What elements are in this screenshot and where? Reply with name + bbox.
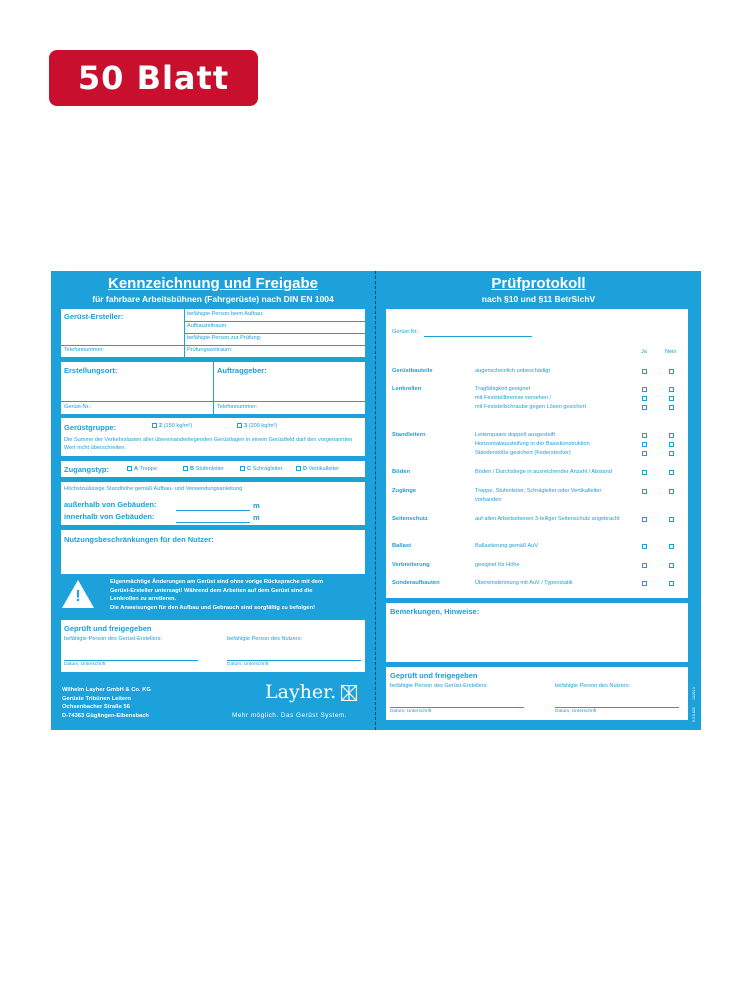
nutzung-label: Nutzungsbeschränkungen für den Nutzer: — [64, 535, 214, 544]
auftraggeber-label: Auftraggeber: — [217, 366, 267, 375]
checkbox[interactable] — [183, 466, 188, 471]
company-address: Wilhelm Layher GmbH & Co. KG Gerüste Tribünen Leitern Ochsenbacher Straße 56 D-74363 Güglingen-Eibensbach — [62, 687, 151, 719]
pruef-row-item: mit Feststellschraube gegen Lösen gesichert — [475, 404, 587, 410]
pruef-row-item: geeignet für Höhe — [475, 562, 520, 568]
unit-m: m — [253, 513, 260, 522]
layher-logo: Layher. — [265, 681, 337, 703]
geruestgruppe-label: Gerüstgruppe: — [64, 423, 117, 432]
checkbox[interactable] — [296, 466, 301, 471]
freigabe-person1-left: befähigte Person des Gerüst-Erstellers: — [64, 636, 162, 642]
ja-checkbox[interactable] — [642, 581, 647, 586]
pruef-row-item: Übereinstimmung mit AuV / Typenstatik — [475, 580, 573, 586]
pruef-row-label: Seitenschutz — [392, 516, 428, 522]
erstellungsort-label: Erstellungsort: — [64, 366, 118, 375]
signature-line[interactable] — [64, 660, 198, 661]
nein-checkbox[interactable] — [669, 451, 674, 456]
datum-label: Datum, Unterschrift — [227, 662, 269, 667]
freigabe-title-left: Geprüft und freigegeben — [64, 624, 152, 633]
nein-checkbox[interactable] — [669, 544, 674, 549]
right-title: Prüfprotokoll — [491, 275, 586, 292]
ja-checkbox[interactable] — [642, 405, 647, 410]
telefon-field: Telefonnummer: — [64, 347, 105, 353]
protokoll-nr-label: Gerüst-Nr.: — [392, 329, 420, 335]
rule — [61, 401, 365, 402]
ersteller-field-1: befähigte Person beim Aufbau: — [187, 311, 264, 317]
pruef-row-label: Böden — [392, 469, 411, 475]
ja-checkbox[interactable] — [642, 396, 647, 401]
ja-checkbox[interactable] — [642, 470, 647, 475]
freigabe-person2-right: befähigte Person des Nutzers: — [555, 683, 631, 689]
ja-checkbox[interactable] — [642, 433, 647, 438]
ersteller-label: Gerüst-Ersteller: — [64, 312, 124, 321]
datum-label: Datum, Unterschrift — [390, 709, 432, 714]
zugang-option-d[interactable]: D Vertikalleiter — [296, 466, 339, 472]
auftrag-telefon-field: Telefonnummer: — [217, 404, 258, 410]
pruef-row-item: Leiternpaare doppelt ausgesteift — [475, 432, 555, 438]
freigabe-title-right: Geprüft und freigegeben — [390, 671, 478, 680]
right-subtitle: nach §10 und §11 BetrSichV — [481, 294, 596, 304]
fold-line — [375, 271, 376, 730]
freigabe-person1-right: befähigte Person des Gerüst-Erstellers: — [390, 683, 488, 689]
checkbox[interactable] — [127, 466, 132, 471]
freigabe-person2-left: befähigte Person des Nutzers: — [227, 636, 303, 642]
datum-label: Datum, Unterschrift — [555, 709, 597, 714]
ort-divider — [213, 362, 214, 414]
warning-text: Eigenmächtige Änderungen am Gerüst sind ohne vorige Rücksprache mit dem Gerüst-Ersteller untersagt! Während dem Arbeiten auf dem Gerüst sind die Lenkrollen zu arretieren. Die Anweisungen für den Aufbau und Gebrauch sind sorgfältig zu befolgen! — [110, 579, 324, 611]
signature-line[interactable] — [555, 707, 679, 708]
pruef-row-item: Ballastierung gemäß AuV — [475, 543, 539, 549]
zugang-option-b[interactable]: B Stufenleiter — [183, 466, 224, 472]
pruef-row-label: Lenkrollen — [392, 386, 422, 392]
unit-m: m — [253, 501, 260, 510]
ersteller-field-3: befähigte Person zur Prüfung: — [187, 335, 262, 341]
pruef-row-label: Standleitern — [392, 432, 426, 438]
pruef-row-label: Verbreiterung — [392, 562, 430, 568]
pruef-row-item: Ständerstöße gesichert (Federstecker) — [475, 450, 571, 456]
ja-checkbox[interactable] — [642, 369, 647, 374]
nein-header: Nein — [665, 349, 677, 355]
ausserhalb-input-line[interactable] — [176, 510, 250, 511]
innerhalb-label: innerhalb von Gebäuden: — [64, 512, 155, 521]
exclamation-icon: ! — [75, 588, 81, 605]
ausserhalb-label: außerhalb von Gebäuden: — [64, 500, 157, 509]
innerhalb-input-line[interactable] — [176, 522, 250, 523]
nein-checkbox[interactable] — [669, 489, 674, 494]
pruef-row-label: Ballast — [392, 543, 412, 549]
nein-checkbox[interactable] — [669, 517, 674, 522]
standhoehe-header: Höchstzulässige Standhöhe gemäß Aufbau- und Verwendungsanleitung — [64, 486, 243, 492]
ja-checkbox[interactable] — [642, 489, 647, 494]
pruef-row-item: augenscheinlich unbeschädigt — [475, 368, 550, 374]
warning-section — [62, 578, 364, 620]
ja-checkbox[interactable] — [642, 517, 647, 522]
nein-checkbox[interactable] — [669, 433, 674, 438]
ersteller-field-2: Aufbauzeitraum: — [187, 323, 228, 329]
gruppe-option-2[interactable]: 2 (150 kg/m²) — [152, 423, 192, 429]
zugang-option-a[interactable]: A Treppe — [127, 466, 157, 472]
bemerkungen-label: Bemerkungen, Hinweise: — [390, 607, 480, 616]
pruef-row-item: Treppe, Stufenleiter, Schrägleiter oder Vertikalleiter — [475, 488, 602, 494]
nein-checkbox[interactable] — [669, 442, 674, 447]
signature-line[interactable] — [390, 707, 524, 708]
ja-checkbox[interactable] — [642, 451, 647, 456]
left-title: Kennzeichnung und Freigabe — [107, 275, 318, 292]
nein-checkbox[interactable] — [669, 396, 674, 401]
pruef-row-item: mit Feststellbremse versehen / — [475, 395, 552, 401]
pruef-row-label: Gerüstbauteile — [392, 368, 433, 374]
nein-checkbox[interactable] — [669, 387, 674, 392]
pruef-row-item: vorhanden — [475, 497, 502, 503]
rule — [184, 333, 365, 334]
pruef-row-item: Böden / Durchstiege in ausreichender Anzahl / Abstand — [475, 469, 612, 475]
slogan: Mehr möglich. Das Gerüst System. — [232, 712, 348, 719]
ja-checkbox[interactable] — [642, 387, 647, 392]
checkbox[interactable] — [152, 423, 157, 428]
pruef-row-item: Horizontalaussteifung in der Basiskonstruktion — [475, 441, 590, 447]
datum-label: Datum, Unterschrift — [64, 662, 106, 667]
pruef-row-item: Tragfähigkeit geeignet — [475, 386, 531, 392]
signature-line[interactable] — [227, 660, 361, 661]
rule — [61, 345, 365, 346]
checkbox[interactable] — [240, 466, 245, 471]
zugangstyp-label: Zugangstyp: — [64, 465, 109, 474]
pruef-row-item: auf allen Arbeitsebenen 3-teiliger Seitenschutz angebracht — [475, 516, 620, 522]
order-code: 5.3.5.823 — [692, 707, 696, 722]
sheet-count-badge: 50 Blatt — [49, 50, 258, 106]
ja-checkbox[interactable] — [642, 563, 647, 568]
nein-checkbox[interactable] — [669, 369, 674, 374]
nein-checkbox[interactable] — [669, 563, 674, 568]
gruppe-note: Die Summe der Verkehrslasten aller übereinanderliegenden Gerüstlagen in einem Gerüstfeld darf den vorgenannten Wert nicht überschreiten. — [64, 437, 353, 451]
version-code: 10/2014 — [692, 687, 696, 700]
layher-mark-icon — [341, 685, 357, 701]
ja-header: Ja — [641, 349, 647, 355]
geruest-nr-field: Gerüst-Nr.: — [64, 404, 92, 410]
protokoll-nr-input-line[interactable] — [424, 336, 532, 337]
ja-checkbox[interactable] — [642, 544, 647, 549]
zugang-option-c[interactable]: C Schrägleiter — [240, 466, 282, 472]
gruppe-option-3[interactable]: 3 (200 kg/m²) — [237, 423, 277, 429]
pruef-row-label: Zugänge — [392, 488, 417, 494]
checkbox[interactable] — [237, 423, 242, 428]
nein-checkbox[interactable] — [669, 470, 674, 475]
pruef-row-label: Sonderaufbauten — [392, 580, 440, 586]
pruefungszeitraum-field: Prüfungszeitraum: — [187, 347, 233, 353]
left-subtitle: für fahrbare Arbeitsbühnen (Fahrgerüste) nach DIN EN 1004 — [92, 294, 334, 304]
rule — [184, 321, 365, 322]
nein-checkbox[interactable] — [669, 581, 674, 586]
nein-checkbox[interactable] — [669, 405, 674, 410]
ja-checkbox[interactable] — [642, 442, 647, 447]
